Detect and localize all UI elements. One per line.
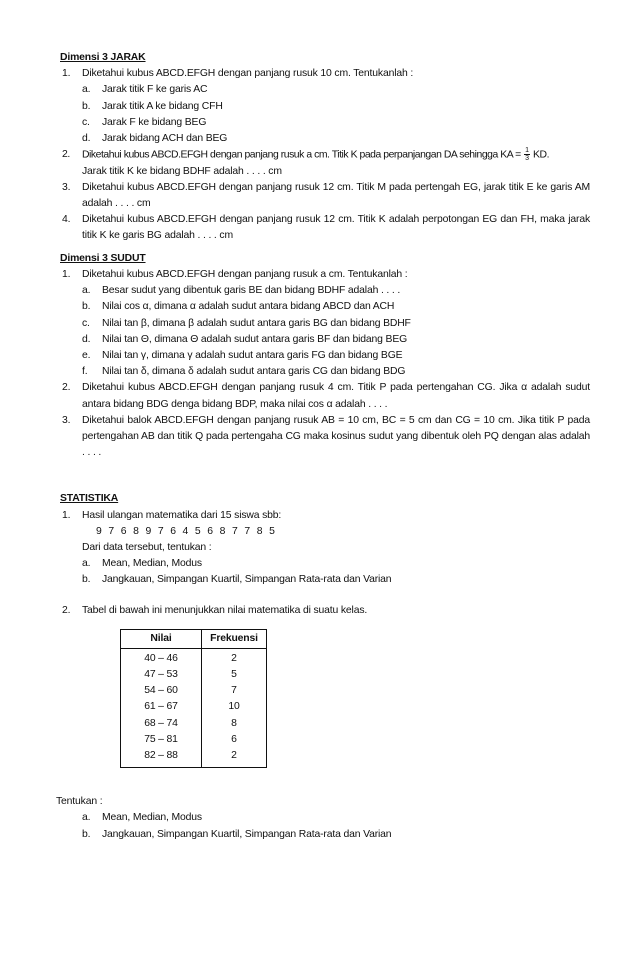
sub-item-letter: b. — [82, 574, 91, 586]
sub-item — [60, 556, 590, 572]
question-text: Diketahui kubus ABCD.EFGH dengan panjang rusuk 12 cm. Titik M pada pertengah EG, jarak titik E ke garis AM adalah . . . . cm — [82, 181, 590, 210]
question-text: Diketahui kubus ABCD.EFGH dengan panjang rusuk 10 cm. Tentukanlah : — [82, 68, 414, 80]
sub-item-letter: c. — [82, 317, 90, 329]
sub-item-letter: b. — [82, 100, 91, 112]
spacer — [60, 589, 590, 603]
question-statistika-1 — [60, 508, 590, 524]
sub-item-letter: a. — [82, 285, 91, 297]
sub-item — [60, 115, 590, 131]
sub-item-text: Nilai tan γ, dimana γ adalah sudut antara garis FG dan bidang BGE — [102, 349, 403, 361]
sub-item-text: Jarak titik F ke garis AC — [102, 84, 208, 96]
question-text: Diketahui kubus ABCD.EFGH dengan panjang rusuk a cm. Titik K pada perpanjangan DA sehingga KA = — [82, 149, 521, 161]
sub-item-letter: a. — [82, 558, 91, 570]
data-sequence: 9 7 6 8 9 7 6 4 5 6 8 7 7 8 5 — [96, 525, 275, 537]
fraction — [524, 147, 529, 162]
section-title-statistika: STATISTIKA — [60, 493, 119, 505]
sub-item-letter: a. — [82, 84, 91, 96]
fraction-denominator: 3 — [525, 155, 529, 163]
sub-item-letter: a. — [82, 812, 91, 824]
sub-item-text: Mean, Median, Modus — [102, 558, 202, 570]
question-continuation: Jarak titik K ke bidang BDHF adalah . . . . cm — [82, 165, 282, 177]
question-text-end: KD. — [533, 149, 550, 161]
table-row — [121, 648, 267, 667]
question-intro: Dari data tersebut, tentukan : — [82, 541, 212, 553]
question-number: 1. — [62, 268, 71, 280]
table-cell: 75 – 81 — [121, 732, 202, 748]
column-header-nilai: Nilai — [121, 629, 202, 648]
question-text: Tabel di bawah ini menunjukkan nilai matematika di suatu kelas. — [82, 604, 368, 616]
sub-item — [60, 131, 590, 147]
question-jarak-3 — [60, 180, 590, 212]
sub-item-text: Nilai tan δ, dimana δ adalah sudut antara garis CG dan bidang BDG — [102, 366, 406, 378]
table-cell: 54 – 60 — [121, 683, 202, 699]
question-sudut-1 — [60, 267, 590, 283]
table-cell: 47 – 53 — [121, 667, 202, 683]
table-cell: 40 – 46 — [121, 648, 202, 667]
question-statistika-2 — [60, 603, 590, 619]
question-number: 2. — [62, 382, 71, 394]
fraction-numerator: 1 — [525, 147, 529, 155]
question-number: 2. — [62, 604, 71, 616]
sub-item-letter: d. — [82, 133, 91, 145]
sub-item-letter: b. — [82, 301, 91, 313]
question-jarak-1 — [60, 66, 590, 82]
section-title-jarak: Dimensi 3 JARAK — [60, 52, 146, 63]
question-number: 1. — [62, 68, 71, 80]
document-body — [56, 50, 590, 843]
sub-item — [60, 99, 590, 115]
sub-item-text: Besar sudut yang dibentuk garis BE dan bidang BDHF adalah . . . . — [102, 285, 401, 297]
sub-item — [60, 572, 590, 588]
sub-item — [60, 316, 590, 332]
column-header-frekuensi: Frekuensi — [202, 629, 267, 648]
sub-item-text: Jarak F ke bidang BEG — [102, 116, 207, 128]
table-cell: 10 — [202, 699, 267, 715]
frequency-table — [120, 629, 267, 768]
question-text: Diketahui kubus ABCD.EFGH dengan panjang rusuk 4 cm. Titik P pada pertengahan CG. Jika α adalah sudut antara bidang BDG denga bidang BDP, maka nilai cos α adalah . . . . — [82, 382, 590, 410]
table-cell: 7 — [202, 683, 267, 699]
question-text: Diketahui kubus ABCD.EFGH dengan panjang rusuk a cm. Tentukanlah : — [82, 268, 408, 280]
question-text: Diketahui balok ABCD.EFGH dengan panjang rusuk AB = 10 cm, BC = 5 cm dan CG = 10 cm. Jika titik P pada pertengahan AB dan titik Q pada pertengaha CG maka kosinus sudut yang dibentuk oleh PQ dengan alas adalah . . . . — [82, 414, 590, 459]
table-cell: 82 – 88 — [121, 748, 202, 768]
table-cell: 2 — [202, 648, 267, 667]
sub-item-letter: f. — [82, 366, 88, 378]
sub-item-text: Jangkauan, Simpangan Kuartil, Simpangan Rata-rata dan Varian — [102, 828, 392, 840]
sub-item — [60, 364, 590, 380]
question-number: 3. — [62, 414, 71, 426]
table-cell: 8 — [202, 716, 267, 732]
sub-item-text: Jarak bidang ACH dan BEG — [102, 133, 228, 145]
table-cell: 61 – 67 — [121, 699, 202, 715]
sub-item-letter: b. — [82, 828, 91, 840]
sub-item — [60, 827, 590, 843]
table-row — [121, 732, 267, 748]
sub-item — [60, 283, 590, 299]
sub-item — [60, 810, 590, 826]
question-sudut-2 — [60, 380, 590, 412]
table-row — [121, 716, 267, 732]
table-cell: 68 – 74 — [121, 716, 202, 732]
table-header-row — [121, 629, 267, 648]
question-jarak-2 — [60, 147, 590, 163]
question-sudut-3 — [60, 413, 590, 462]
table-row — [121, 667, 267, 683]
table-cell: 2 — [202, 748, 267, 768]
question-number: 1. — [62, 509, 71, 521]
question-text: Hasil ulangan matematika dari 15 siswa sbb: — [82, 509, 282, 521]
sub-item — [60, 348, 590, 364]
sub-item-letter: c. — [82, 116, 90, 128]
sub-item — [60, 82, 590, 98]
question-number: 2. — [62, 149, 70, 161]
section-title-sudut: Dimensi 3 SUDUT — [60, 252, 146, 264]
sub-item-text: Mean, Median, Modus — [102, 812, 202, 824]
sub-item-text: Nilai tan Θ, dimana Θ adalah sudut antara garis BF dan bidang BEG — [102, 333, 408, 345]
table-cell: 5 — [202, 667, 267, 683]
sub-item-text: Nilai cos α, dimana α adalah sudut antara bidang ABCD dan ACH — [102, 301, 395, 313]
sub-item-text: Jangkauan, Simpangan Kuartil, Simpangan Rata-rata dan Varian — [102, 574, 392, 586]
question-number: 4. — [62, 214, 71, 226]
sub-item-letter: e. — [82, 349, 91, 361]
table-row — [121, 683, 267, 699]
table-row — [121, 699, 267, 715]
table-row — [121, 748, 267, 768]
sub-item-text: Jarak titik A ke bidang CFH — [102, 100, 223, 112]
sub-item-letter: d. — [82, 333, 91, 345]
sub-item — [60, 332, 590, 348]
tentukan-label: Tentukan : — [56, 796, 103, 808]
sub-item-text: Nilai tan β, dimana β adalah sudut antara garis BG dan bidang BDHF — [102, 317, 411, 329]
question-number: 3. — [62, 181, 71, 193]
question-jarak-4 — [60, 212, 590, 244]
question-text: Diketahui kubus ABCD.EFGH dengan panjang rusuk 12 cm. Titik K adalah perpotongan EG dan FH, maka jarak titik K ke garis BG adalah . . . . cm — [82, 214, 590, 242]
table-cell: 6 — [202, 732, 267, 748]
sub-item — [60, 299, 590, 315]
